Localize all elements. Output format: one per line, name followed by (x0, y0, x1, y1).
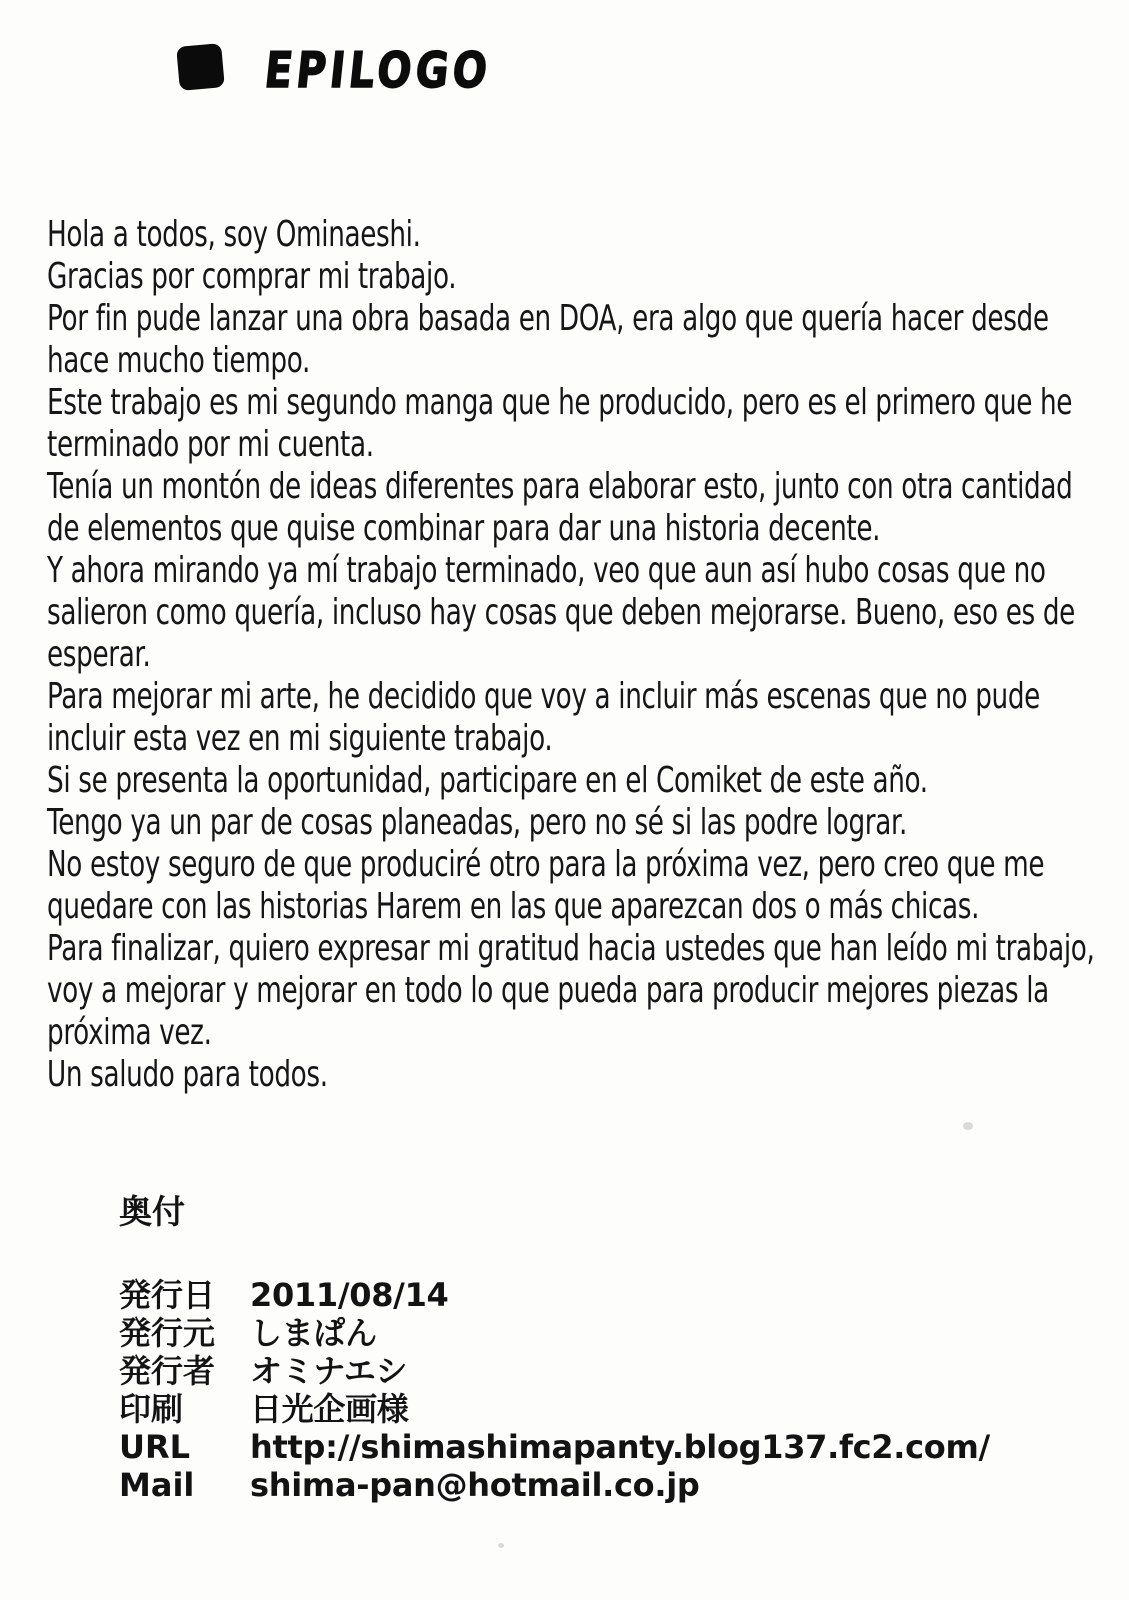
colophon-row-url (119, 1428, 990, 1466)
publish-date-value: 2011/08/14 (250, 1276, 449, 1314)
body-line: Para mejorar mi arte, he decidido que voy a incluir más escenas que no pude (47, 676, 1040, 717)
colophon-rows (119, 1276, 990, 1504)
colophon-row-publish-date (119, 1276, 990, 1314)
body-line: Tengo ya un par de cosas planeadas, pero no sé si las podre lograr. (47, 802, 907, 843)
body-line: Tenía un montón de ideas diferentes para elaborar esto, junto con otra cantidad (47, 466, 1073, 507)
body-line: Por fin pude lanzar una obra basada en DOA, era algo que quería hacer desde (47, 298, 1049, 339)
author-value: オミナエシ (250, 1352, 408, 1390)
colophon-row-printer (119, 1390, 990, 1428)
body-line: Si se presenta la oportunidad, participare en el Comiket de este año. (47, 760, 928, 801)
colophon-row-publisher (119, 1314, 990, 1352)
body-line: terminado por mi cuenta. (47, 424, 374, 465)
page-title: EPILOGO (262, 42, 495, 99)
body-line: incluir esta vez en mi siguiente trabajo. (47, 718, 553, 759)
body-line: Hola a todos, soy Ominaeshi. (47, 214, 421, 255)
body-line: No estoy seguro de que produciré otro para la próxima vez, pero creo que me (47, 844, 1045, 885)
printer-label: 印刷 (119, 1390, 184, 1428)
colophon-heading: 奥付 (119, 1192, 185, 1231)
url-label: URL (119, 1428, 191, 1466)
url-value: http://shimashimapanty.blog137.fc2.com/ (250, 1428, 990, 1466)
mail-label: Mail (119, 1466, 195, 1504)
scan-speck (963, 1122, 973, 1130)
colophon-row-mail (119, 1466, 990, 1504)
publish-date-label: 発行日 (119, 1276, 216, 1314)
body-line: esperar. (47, 634, 151, 675)
body-line: hace mucho tiempo. (47, 340, 310, 381)
body-line: voy a mejorar y mejorar en todo lo que pueda para producir mejores piezas la (47, 970, 1049, 1011)
body-line: salieron como quería, incluso hay cosas que deben mejorarse. Bueno, eso es de (47, 592, 1075, 633)
printer-value: 日光企画様 (250, 1390, 409, 1428)
body-line: Para finalizar, quiero expresar mi gratitud hacia ustedes que han leído mi trabajo, (47, 928, 1095, 969)
body-line: próxima vez. (47, 1012, 212, 1053)
mail-value: shima-pan@hotmail.co.jp (250, 1466, 700, 1504)
body-line: Este trabajo es mi segundo manga que he producido, pero es el primero que he (47, 382, 1073, 423)
body-line: de elementos que quise combinar para dar una historia decente. (47, 508, 881, 549)
publisher-value: しまぱん (250, 1314, 377, 1352)
title-square-icon (176, 43, 225, 91)
body-line: Gracias por comprar mi trabajo. (47, 256, 457, 297)
body-line: Un saludo para todos. (47, 1054, 328, 1095)
colophon (119, 1194, 990, 1504)
publisher-label: 発行元 (119, 1314, 216, 1352)
author-label: 発行者 (119, 1352, 216, 1390)
body-line: Y ahora mirando ya mí trabajo terminado, veo que aun así hubo cosas que no (47, 550, 1046, 591)
body-line: quedare con las historias Harem en las que aparezcan dos o más chicas. (47, 886, 980, 927)
scan-speck (498, 1543, 504, 1548)
colophon-row-author (119, 1352, 990, 1390)
epilogue-body (47, 214, 1107, 1096)
